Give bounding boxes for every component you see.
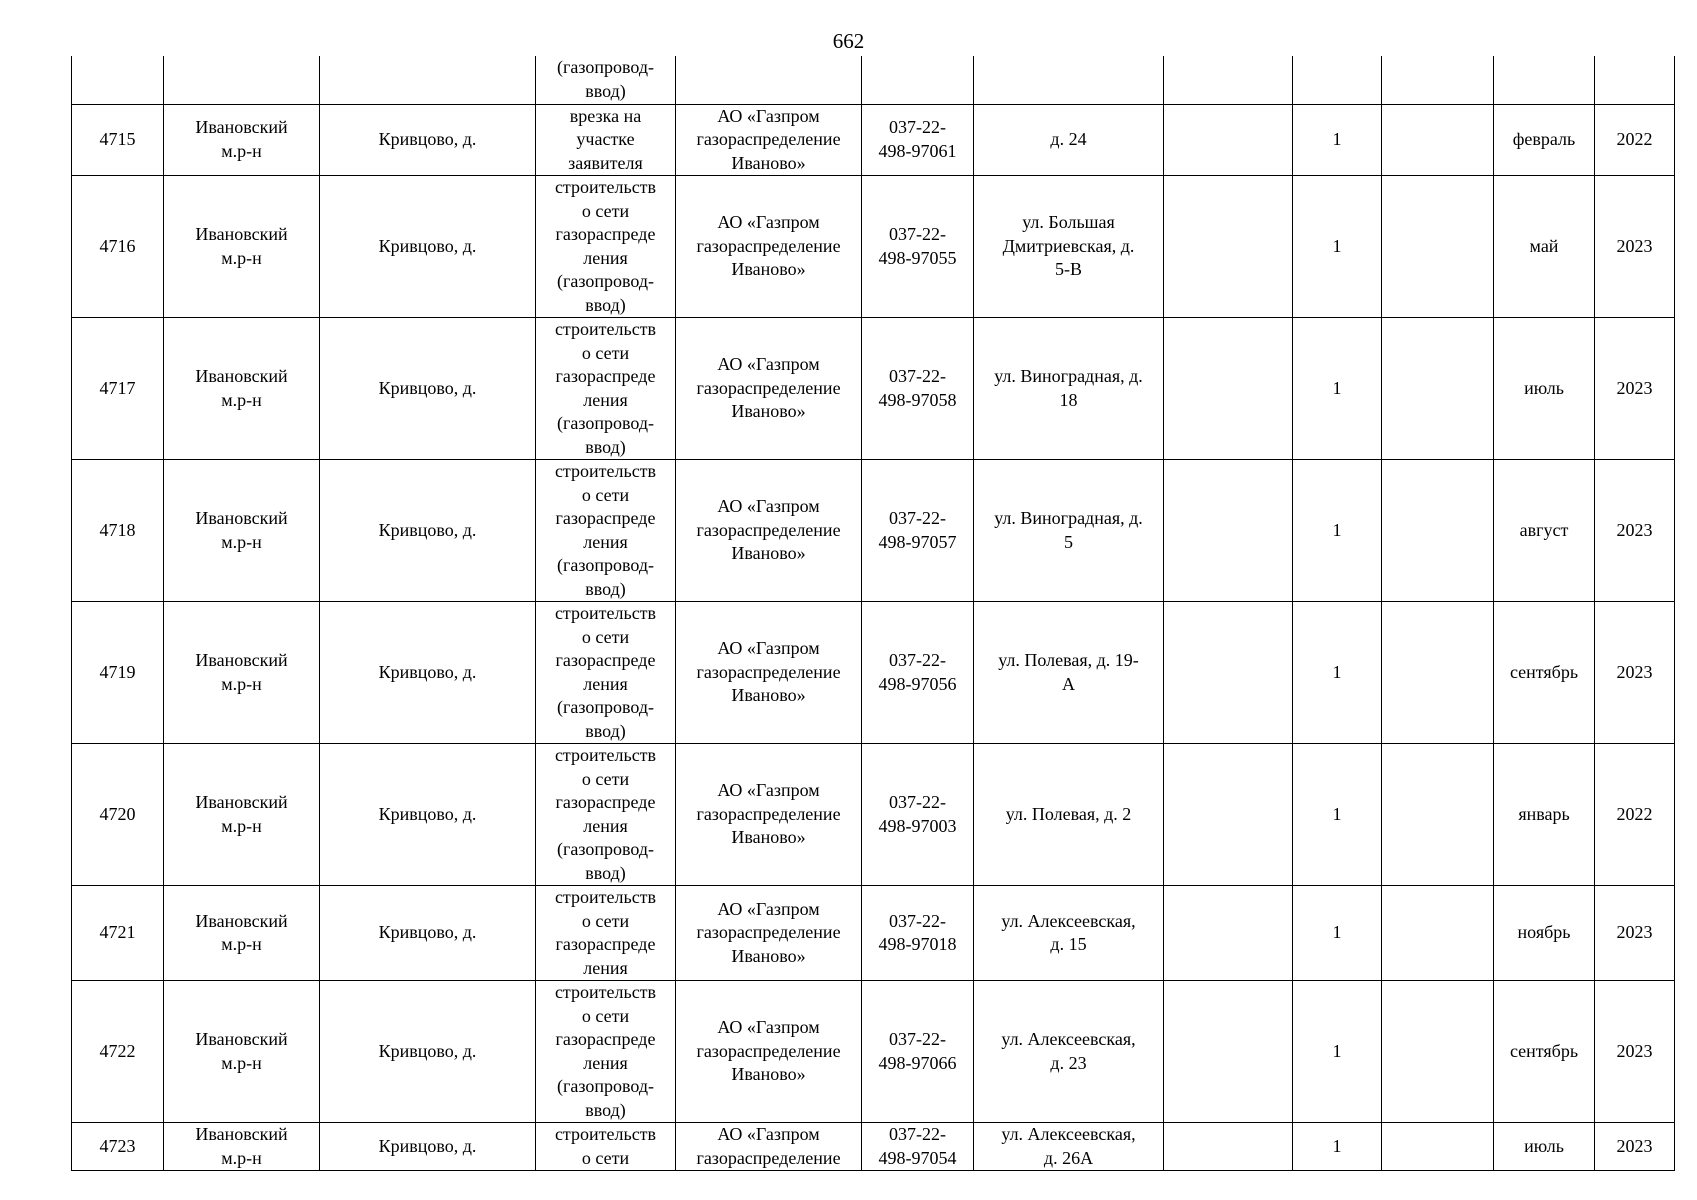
cell-address bbox=[974, 56, 1164, 104]
cell-locality-text: Кривцово, д. bbox=[378, 129, 477, 149]
cell-address bbox=[974, 176, 1164, 318]
cell-org-text: АО «Газпром газораспределение Иваново» bbox=[696, 496, 841, 564]
cell-col10 bbox=[1382, 460, 1494, 602]
cell-locality bbox=[320, 176, 536, 318]
cell-work bbox=[536, 1123, 676, 1171]
cell-month-text: ноябрь bbox=[1517, 922, 1571, 943]
cell-num-text: 4717 bbox=[99, 377, 136, 398]
cell-address-text: ул. Алексеевская, д. 23 bbox=[1001, 1029, 1136, 1073]
cell-district bbox=[164, 460, 320, 602]
cell-org bbox=[676, 886, 862, 981]
cell-address-text: ул. Виноградная, д. 18 bbox=[994, 366, 1143, 410]
cell-qty bbox=[1293, 56, 1382, 104]
cell-district bbox=[164, 981, 320, 1123]
cell-num-text: 4721 bbox=[99, 922, 136, 943]
page-number: 662 bbox=[832, 29, 865, 53]
cell-work-text: строительств о сети газораспреде ления (газопровод- ввод) bbox=[554, 745, 657, 883]
cell-num bbox=[72, 886, 164, 981]
cell-address-text: ул. Полевая, д. 19- А bbox=[998, 650, 1139, 694]
cell-year-text: 2023 bbox=[1616, 1040, 1653, 1061]
cell-code bbox=[862, 176, 974, 318]
cell-org bbox=[676, 460, 862, 602]
cell-locality bbox=[320, 318, 536, 460]
cell-year bbox=[1595, 1123, 1675, 1171]
cell-qty bbox=[1293, 981, 1382, 1123]
cell-num-text: 4716 bbox=[99, 235, 136, 256]
cell-org-text: АО «Газпром газораспределение Иваново» bbox=[696, 638, 841, 706]
cell-col8 bbox=[1164, 602, 1293, 744]
cell-qty-text: 1 bbox=[1332, 377, 1342, 398]
cell-year-text: 2022 bbox=[1616, 803, 1653, 824]
table-row bbox=[72, 460, 1675, 602]
cell-work-text: строительств о сети газораспреде ления (газопровод- ввод) bbox=[554, 982, 657, 1120]
cell-work bbox=[536, 460, 676, 602]
cell-month-text: сентябрь bbox=[1509, 1040, 1579, 1061]
cell-locality bbox=[320, 602, 536, 744]
cell-month bbox=[1494, 176, 1595, 318]
cell-code bbox=[862, 744, 974, 886]
cell-num bbox=[72, 318, 164, 460]
cell-qty-text: 1 bbox=[1332, 519, 1342, 540]
table-body bbox=[72, 56, 1675, 1171]
cell-qty-text: 1 bbox=[1332, 1135, 1342, 1156]
cell-code bbox=[862, 1123, 974, 1171]
cell-org-text: АО «Газпром газораспределение Иваново» bbox=[696, 212, 841, 280]
cell-qty bbox=[1293, 176, 1382, 318]
cell-col10 bbox=[1382, 602, 1494, 744]
cell-work bbox=[536, 981, 676, 1123]
cell-code-text: 037-22- 498-97003 bbox=[878, 792, 957, 836]
cell-code-text: 037-22- 498-97055 bbox=[878, 224, 957, 268]
cell-work-text: строительств о сети газораспреде ления bbox=[554, 887, 657, 978]
cell-locality-text: Кривцово, д. bbox=[378, 519, 477, 540]
cell-num bbox=[72, 981, 164, 1123]
cell-work-text: строительств о сети газораспреде ления (газопровод- ввод) bbox=[554, 603, 657, 741]
cell-address bbox=[974, 602, 1164, 744]
cell-address-text: ул. Алексеевская, д. 26А bbox=[1001, 1124, 1136, 1168]
cell-work-text: строительств о сети газораспреде ления (газопровод- ввод) bbox=[554, 319, 657, 457]
cell-address bbox=[974, 318, 1164, 460]
cell-month-text: январь bbox=[1518, 803, 1570, 824]
register-table bbox=[71, 56, 1675, 1171]
cell-locality bbox=[320, 981, 536, 1123]
cell-locality-text: Кривцово, д. bbox=[378, 235, 477, 256]
table-row-continuation bbox=[72, 56, 1675, 104]
cell-code-text: 037-22- 498-97057 bbox=[878, 508, 957, 552]
cell-locality bbox=[320, 744, 536, 886]
cell-num bbox=[72, 460, 164, 602]
cell-locality-text: Кривцово, д. bbox=[378, 1040, 477, 1061]
cell-year-text: 2023 bbox=[1616, 519, 1653, 540]
cell-address-text: ул. Большая Дмитриевская, д. 5-В bbox=[1002, 212, 1135, 280]
cell-org bbox=[676, 104, 862, 176]
cell-col8 bbox=[1164, 318, 1293, 460]
cell-code bbox=[862, 318, 974, 460]
cell-code-text: 037-22- 498-97058 bbox=[878, 366, 957, 410]
cell-district bbox=[164, 744, 320, 886]
cell-num bbox=[72, 1123, 164, 1171]
cell-code bbox=[862, 56, 974, 104]
cell-col8 bbox=[1164, 744, 1293, 886]
cell-num-text: 4719 bbox=[99, 661, 136, 682]
cell-org-text: АО «Газпром газораспределение Иваново» bbox=[696, 105, 841, 173]
cell-code bbox=[862, 981, 974, 1123]
cell-org-text: АО «Газпром газораспределение Иваново» bbox=[696, 354, 841, 422]
cell-qty bbox=[1293, 104, 1382, 176]
cell-year bbox=[1595, 602, 1675, 744]
cell-year bbox=[1595, 104, 1675, 176]
cell-address bbox=[974, 886, 1164, 981]
cell-qty bbox=[1293, 460, 1382, 602]
table-row bbox=[72, 176, 1675, 318]
cell-qty-text: 1 bbox=[1332, 661, 1342, 682]
cell-month bbox=[1494, 744, 1595, 886]
cell-work-text: строительств о сети газораспреде ления (газопровод- ввод) bbox=[554, 461, 657, 599]
table-row bbox=[72, 981, 1675, 1123]
cell-col10 bbox=[1382, 318, 1494, 460]
cell-col8 bbox=[1164, 460, 1293, 602]
cell-locality-text: Кривцово, д. bbox=[378, 661, 477, 682]
cell-address-text: д. 24 bbox=[1050, 129, 1087, 149]
cell-num-text: 4722 bbox=[99, 1040, 136, 1061]
cell-year bbox=[1595, 886, 1675, 981]
cell-num-text: 4715 bbox=[99, 129, 136, 149]
cell-code-text: 037-22- 498-97061 bbox=[878, 117, 957, 161]
cell-month-text: сентябрь bbox=[1509, 661, 1579, 682]
table-row bbox=[72, 744, 1675, 886]
cell-num bbox=[72, 744, 164, 886]
cell-month bbox=[1494, 981, 1595, 1123]
cell-locality bbox=[320, 886, 536, 981]
cell-district-text: Ивановский м.р-н bbox=[195, 1124, 288, 1168]
cell-col10 bbox=[1382, 104, 1494, 176]
cell-code-text: 037-22- 498-97018 bbox=[878, 910, 957, 954]
cell-month bbox=[1494, 318, 1595, 460]
cell-work-text: (газопровод- ввод) bbox=[556, 57, 654, 101]
cell-qty bbox=[1293, 1123, 1382, 1171]
cell-col10 bbox=[1382, 1123, 1494, 1171]
cell-year bbox=[1595, 318, 1675, 460]
cell-col10 bbox=[1382, 744, 1494, 886]
cell-qty-text: 1 bbox=[1332, 1040, 1342, 1061]
cell-work bbox=[536, 318, 676, 460]
cell-org bbox=[676, 602, 862, 744]
cell-qty bbox=[1293, 744, 1382, 886]
cell-locality-text: Кривцово, д. bbox=[378, 377, 477, 398]
cell-locality bbox=[320, 104, 536, 176]
cell-org bbox=[676, 981, 862, 1123]
cell-qty-text: 1 bbox=[1332, 922, 1342, 943]
cell-year-text: 2023 bbox=[1616, 922, 1653, 943]
cell-code-text: 037-22- 498-97056 bbox=[878, 650, 957, 694]
cell-year-text: 2023 bbox=[1616, 235, 1653, 256]
table-row bbox=[72, 104, 1675, 176]
cell-num bbox=[72, 602, 164, 744]
cell-col8 bbox=[1164, 981, 1293, 1123]
cell-district-text: Ивановский м.р-н bbox=[195, 366, 288, 410]
cell-org-text: АО «Газпром газораспределение Иваново» bbox=[696, 1017, 841, 1085]
cell-district-text: Ивановский м.р-н bbox=[195, 1029, 288, 1073]
cell-work bbox=[536, 56, 676, 104]
cell-district bbox=[164, 176, 320, 318]
cell-col10 bbox=[1382, 176, 1494, 318]
cell-code-text: 037-22- 498-97066 bbox=[878, 1029, 957, 1073]
cell-year bbox=[1595, 460, 1675, 602]
cell-year bbox=[1595, 176, 1675, 318]
cell-locality bbox=[320, 1123, 536, 1171]
cell-qty bbox=[1293, 318, 1382, 460]
cell-district bbox=[164, 1123, 320, 1171]
cell-work bbox=[536, 176, 676, 318]
cell-district bbox=[164, 56, 320, 104]
table-row bbox=[72, 886, 1675, 981]
cell-work bbox=[536, 104, 676, 176]
cell-district bbox=[164, 602, 320, 744]
cell-org bbox=[676, 744, 862, 886]
cell-col10 bbox=[1382, 886, 1494, 981]
cell-month-text: февраль bbox=[1512, 129, 1576, 149]
cell-locality bbox=[320, 460, 536, 602]
cell-address bbox=[974, 981, 1164, 1123]
cell-year bbox=[1595, 744, 1675, 886]
cell-district-text: Ивановский м.р-н bbox=[195, 117, 288, 161]
cell-num bbox=[72, 176, 164, 318]
cell-num-text: 4718 bbox=[99, 519, 136, 540]
cell-month bbox=[1494, 104, 1595, 176]
cell-code-text: 037-22- 498-97054 bbox=[878, 1124, 957, 1168]
cell-work-text: строительств о сети газораспреде ления (газопровод- ввод) bbox=[554, 177, 657, 315]
cell-year-text: 2023 bbox=[1616, 661, 1653, 682]
cell-code bbox=[862, 104, 974, 176]
cell-work bbox=[536, 744, 676, 886]
cell-address-text: ул. Полевая, д. 2 bbox=[1005, 803, 1132, 824]
cell-num-text: 4723 bbox=[99, 1135, 136, 1156]
cell-month bbox=[1494, 56, 1595, 104]
cell-org bbox=[676, 176, 862, 318]
cell-num-text: 4720 bbox=[99, 803, 136, 824]
cell-month bbox=[1494, 460, 1595, 602]
table-row bbox=[72, 1123, 1675, 1171]
cell-org-text: АО «Газпром газораспределение bbox=[696, 1124, 841, 1168]
cell-month bbox=[1494, 886, 1595, 981]
cell-district-text: Ивановский м.р-н bbox=[195, 508, 288, 552]
cell-year-text: 2023 bbox=[1616, 1135, 1653, 1156]
cell-work-text: строительств о сети bbox=[554, 1124, 657, 1168]
cell-district bbox=[164, 886, 320, 981]
cell-org bbox=[676, 56, 862, 104]
cell-qty-text: 1 bbox=[1332, 235, 1342, 256]
cell-district-text: Ивановский м.р-н bbox=[195, 792, 288, 836]
cell-qty-text: 1 bbox=[1332, 129, 1342, 149]
cell-org-text: АО «Газпром газораспределение Иваново» bbox=[696, 898, 841, 966]
cell-year bbox=[1595, 981, 1675, 1123]
cell-col8 bbox=[1164, 1123, 1293, 1171]
cell-col8 bbox=[1164, 104, 1293, 176]
cell-org bbox=[676, 318, 862, 460]
cell-district bbox=[164, 318, 320, 460]
cell-address-text: ул. Виноградная, д. 5 bbox=[994, 508, 1143, 552]
cell-address bbox=[974, 1123, 1164, 1171]
cell-org-text: АО «Газпром газораспределение Иваново» bbox=[696, 780, 841, 848]
table-row bbox=[72, 318, 1675, 460]
cell-code bbox=[862, 460, 974, 602]
cell-address bbox=[974, 744, 1164, 886]
cell-locality-text: Кривцово, д. bbox=[378, 1135, 477, 1156]
cell-work bbox=[536, 602, 676, 744]
cell-locality-text: Кривцово, д. bbox=[378, 922, 477, 943]
cell-qty-text: 1 bbox=[1332, 803, 1342, 824]
cell-col8 bbox=[1164, 886, 1293, 981]
cell-month bbox=[1494, 602, 1595, 744]
cell-month-text: июль bbox=[1524, 1135, 1564, 1156]
cell-year bbox=[1595, 56, 1675, 104]
cell-month-text: май bbox=[1529, 235, 1559, 256]
cell-col10 bbox=[1382, 981, 1494, 1123]
cell-org bbox=[676, 1123, 862, 1171]
cell-district-text: Ивановский м.р-н bbox=[195, 224, 288, 268]
cell-address bbox=[974, 104, 1164, 176]
cell-num bbox=[72, 104, 164, 176]
cell-code bbox=[862, 602, 974, 744]
cell-year-text: 2022 bbox=[1616, 129, 1653, 149]
cell-address-text: ул. Алексеевская, д. 15 bbox=[1001, 910, 1136, 954]
cell-qty bbox=[1293, 886, 1382, 981]
cell-address bbox=[974, 460, 1164, 602]
cell-col8 bbox=[1164, 176, 1293, 318]
cell-locality bbox=[320, 56, 536, 104]
cell-code bbox=[862, 886, 974, 981]
cell-month-text: август bbox=[1519, 519, 1569, 540]
cell-locality-text: Кривцово, д. bbox=[378, 803, 477, 824]
cell-month-text: июль bbox=[1524, 377, 1564, 398]
cell-qty bbox=[1293, 602, 1382, 744]
cell-empty-10 bbox=[1382, 56, 1494, 104]
cell-num bbox=[72, 56, 164, 104]
cell-work bbox=[536, 886, 676, 981]
table-row bbox=[72, 602, 1675, 744]
cell-district bbox=[164, 104, 320, 176]
cell-district-text: Ивановский м.р-н bbox=[195, 910, 288, 954]
cell-district-text: Ивановский м.р-н bbox=[195, 650, 288, 694]
cell-month bbox=[1494, 1123, 1595, 1171]
cell-year-text: 2023 bbox=[1616, 377, 1653, 398]
cell-work-text: врезка на участке заявителя bbox=[568, 105, 643, 173]
cell-empty-8 bbox=[1164, 56, 1293, 104]
